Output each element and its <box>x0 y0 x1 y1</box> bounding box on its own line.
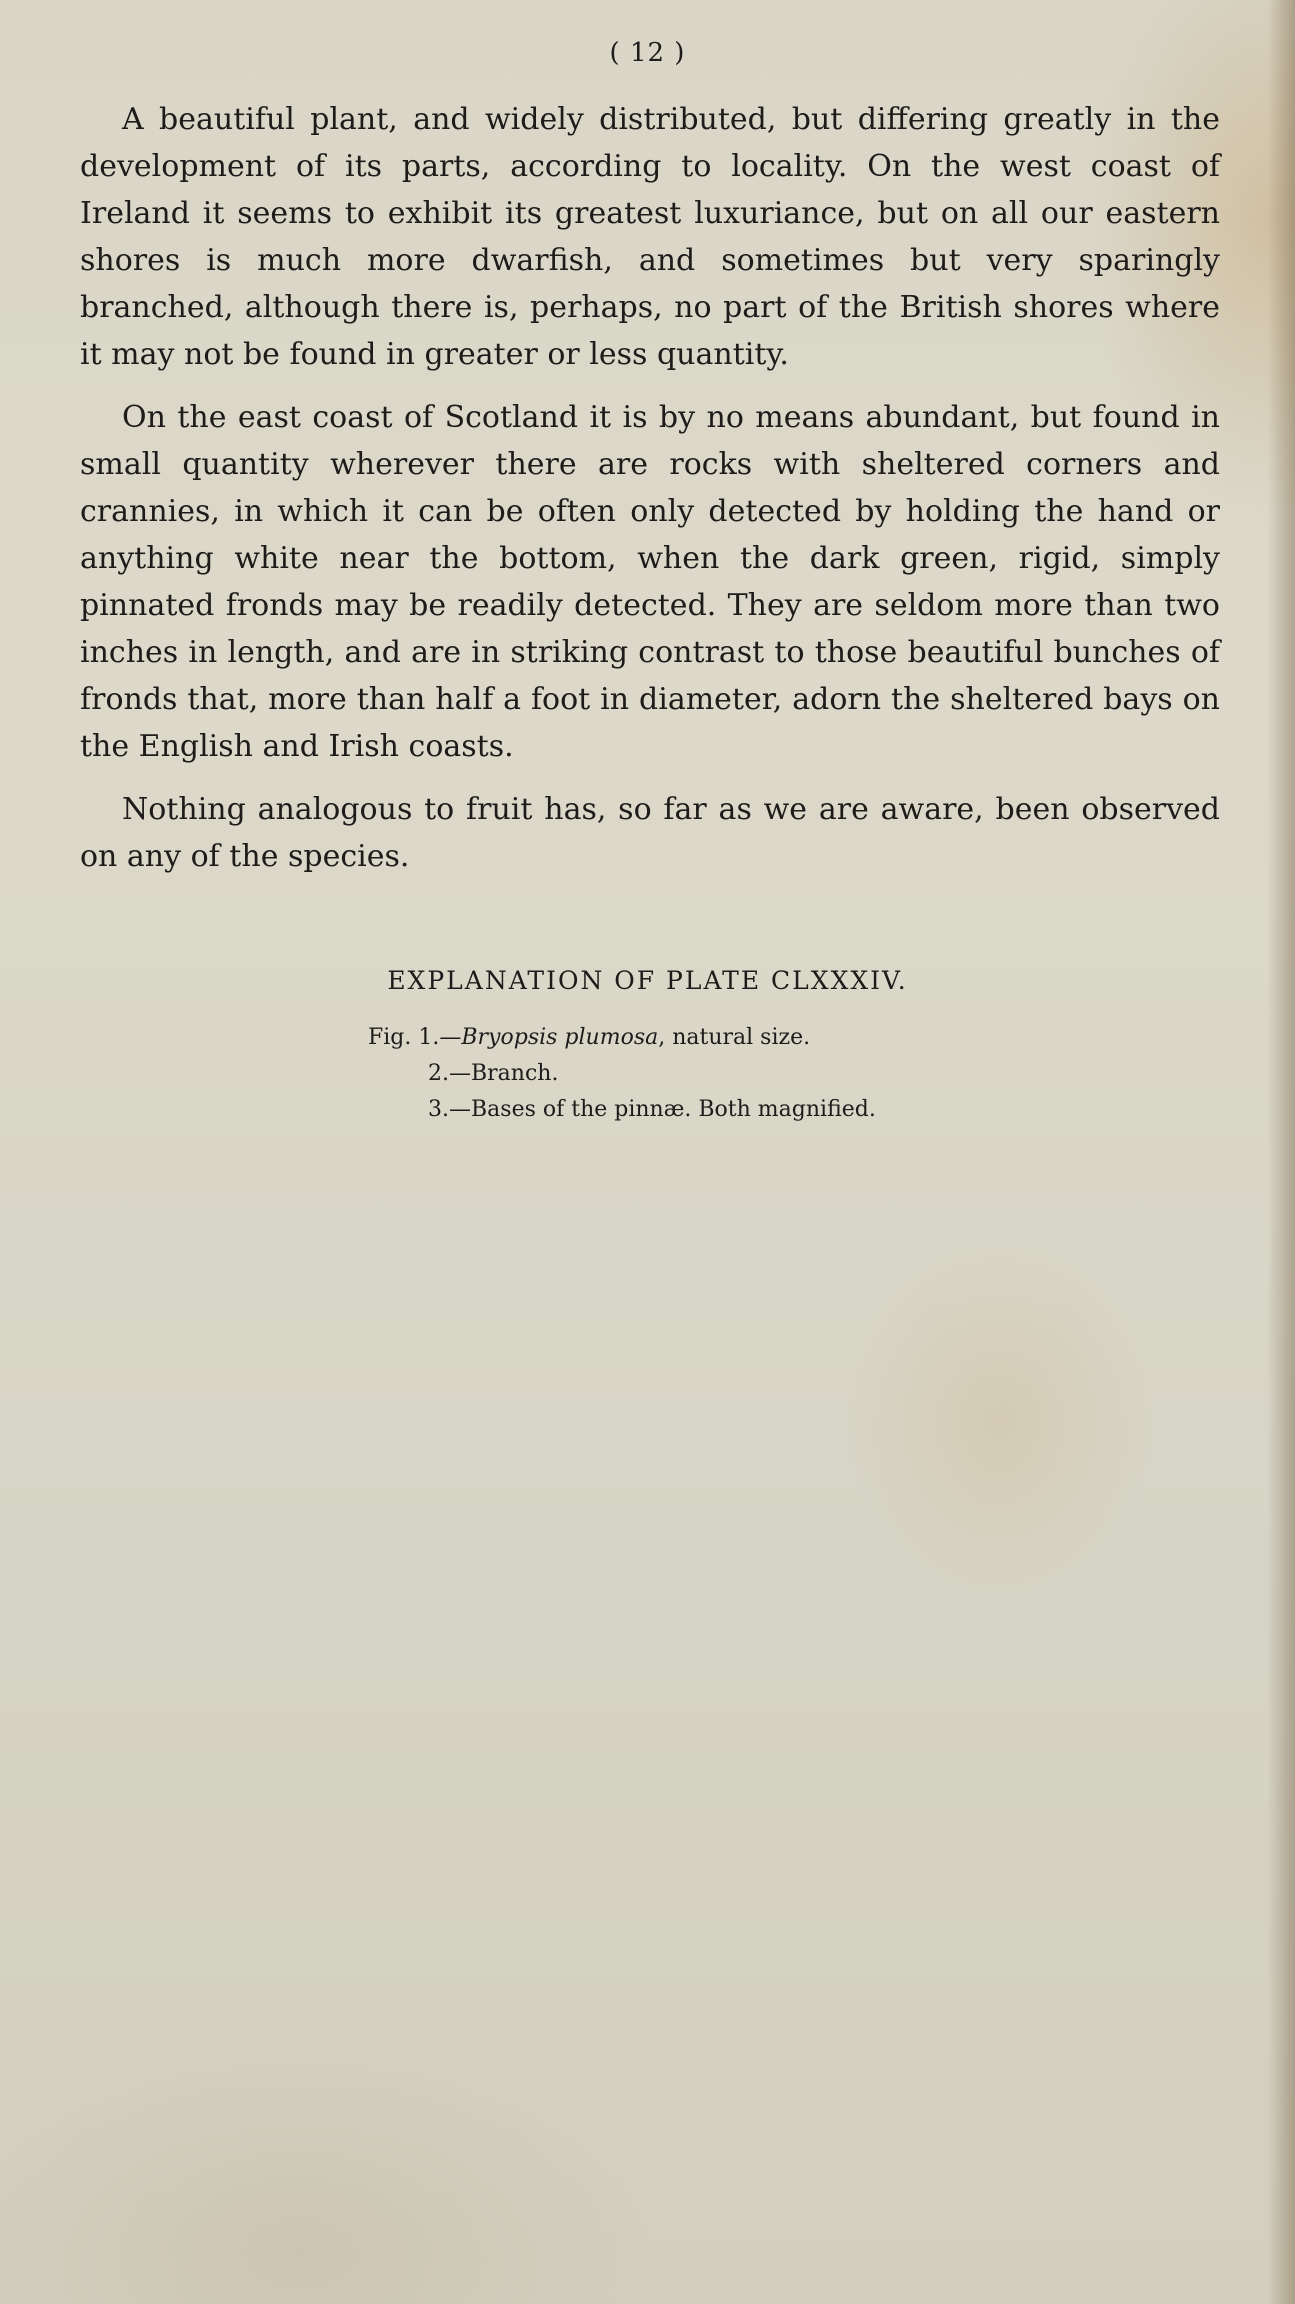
figure-2-caption: 2.—Branch. <box>428 1061 559 1086</box>
figure-1-suffix: , natural size. <box>658 1025 811 1050</box>
paragraph-3: Nothing analogous to fruit has, so far as we are aware, been observed on any of the species. <box>80 792 1220 874</box>
page-edge-shadow <box>1267 0 1295 2304</box>
figure-list <box>368 1020 876 1128</box>
species-name: Bryopsis plumosa <box>461 1025 659 1050</box>
paragraph-2: On the east coast of Scotland it is by no means abundant, but found in small quantity wherever there are rocks with sheltered corners and crannies, in which it can be often only detected by holding the hand or anything white near the bottom, when the dark green, rigid, simply pinnated fronds may be readily detected. They are seldom more than two inches in length, and are in striking contrast to those beautiful bunches of fronds that, more than half a foot in diameter, adorn the sheltered bays on the English and Irish coasts. <box>80 400 1220 764</box>
page-number: ( 12 ) <box>609 38 686 68</box>
paragraph-1: A beautiful plant, and widely distributed, but differing greatly in the development of its parts, according to locality. On the west coast of Ireland it seems to exhibit its greatest luxuriance, but on all our eastern shores is much more dwarfish, and sometimes but very sparingly branched, although there is, perhaps, no part of the British shores where it may not be found in greater or less quantity. <box>80 102 1220 372</box>
body-text <box>80 96 1220 896</box>
figure-1-prefix: Fig. 1.— <box>368 1025 462 1050</box>
plate-explanation-heading: EXPLANATION OF PLATE CLXXXIV. <box>387 966 908 995</box>
figure-1-caption <box>368 1020 876 1056</box>
figure-3-caption: 3.—Bases of the pinnæ. Both magnified. <box>428 1097 876 1122</box>
